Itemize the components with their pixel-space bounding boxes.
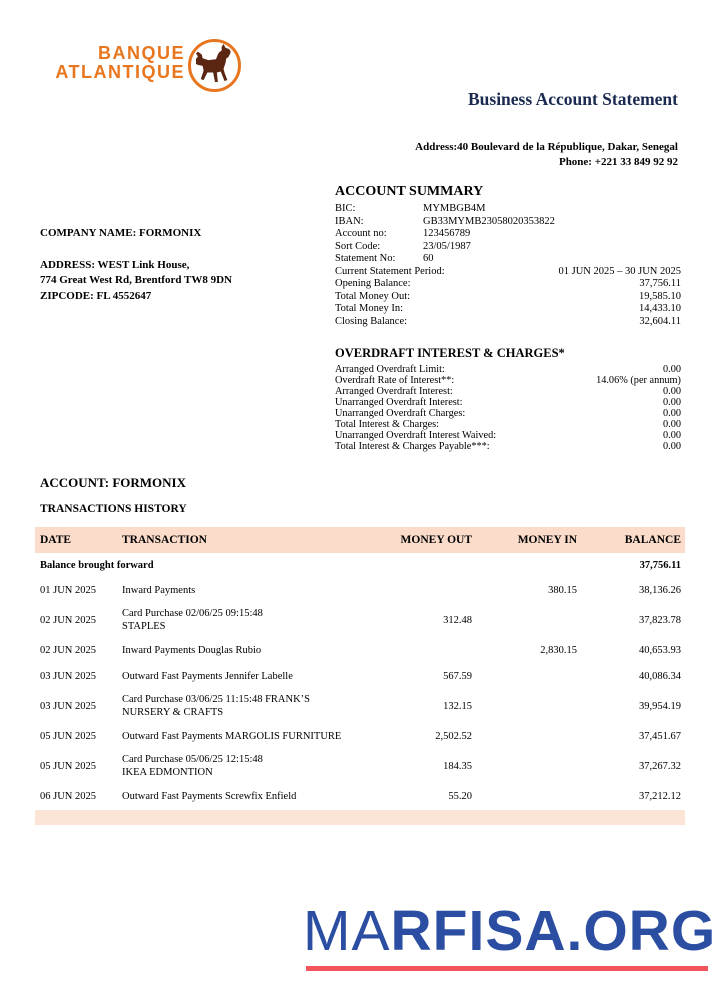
sort-code-value: 23/05/1987 <box>423 240 471 252</box>
table-footer-bar <box>35 810 685 825</box>
transaction-row: 01 JUN 2025 Inward Payments 380.15 38,136.26 <box>40 584 681 596</box>
statement-period-value: 01 JUN 2025 – 30 JUN 2025 <box>558 265 681 277</box>
summary-row-opening-balance: Opening Balance: 37,756.11 <box>335 278 681 289</box>
iban-value: GB33MYMB23058020353822 <box>423 215 555 227</box>
account-summary-section <box>335 184 681 328</box>
account-name-heading: ACCOUNT: FORMONIX <box>40 475 186 490</box>
summary-row-bic: BIC: MYMBGB4M <box>335 203 486 214</box>
transactions-table <box>35 527 685 825</box>
overdraft-row: Unarranged Overdraft Interest Waived: 0.00 <box>335 430 681 441</box>
bank-logo <box>33 44 185 82</box>
overdraft-row: Total Interest & Charges Payable***: 0.00 <box>335 441 681 452</box>
overdraft-row: Total Interest & Charges: 0.00 <box>335 419 681 430</box>
summary-row-total-money-out: Total Money Out: 19,585.10 <box>335 290 681 302</box>
summary-row-statement-period: Current Statement Period: 01 JUN 2025 – 30 JUN 2025 <box>335 265 681 277</box>
bank-address: Address:40 Boulevard de la République, Dakar, Senegal <box>415 141 678 153</box>
balance-brought-forward-row <box>35 553 685 577</box>
account-no-value: 123456789 <box>423 228 471 239</box>
overdraft-row: Overdraft Rate of Interest**: 14.06% (per annum) <box>335 375 681 386</box>
overdraft-row: Arranged Overdraft Limit: 0.00 <box>335 364 681 375</box>
company-address-line1: ADDRESS: WEST Link House, <box>40 258 190 271</box>
account-summary-heading: ACCOUNT SUMMARY <box>335 184 484 199</box>
company-name: COMPANY NAME: FORMONIX <box>40 227 202 239</box>
transactions-table-header <box>35 527 685 553</box>
overdraft-heading: OVERDRAFT INTEREST & CHARGES* <box>335 346 565 360</box>
bank-logo-emblem <box>188 39 241 92</box>
total-money-in-value: 14,433.10 <box>639 303 681 314</box>
summary-row-account-no: Account no: 123456789 <box>335 228 471 239</box>
bic-value: MYMBGB4M <box>423 203 486 214</box>
transactions-history-heading: TRANSACTIONS HISTORY <box>40 503 187 515</box>
col-header-money-in: MONEY IN <box>517 534 577 546</box>
col-header-date: DATE <box>40 534 72 546</box>
marfisa-logo-bold: RFISA.ORG <box>390 899 717 963</box>
overdraft-section <box>335 346 681 452</box>
brought-forward-balance: 37,756.11 <box>639 559 681 571</box>
horse-icon-path <box>196 44 231 82</box>
col-header-money-out: MONEY OUT <box>400 534 472 546</box>
transaction-row: 05 JUN 2025 Card Purchase 05/06/25 12:15:48 IKEA EDMONTION 184.35 37,267.32 <box>40 754 681 778</box>
transaction-row: 02 JUN 2025 Inward Payments Douglas Rubio 2,830.15 40,653.93 <box>40 644 681 656</box>
closing-balance-value: 32,604.11 <box>639 315 681 327</box>
opening-balance-value: 37,756.11 <box>639 278 681 289</box>
overdraft-row: Unarranged Overdraft Charges: 0.00 <box>335 408 681 419</box>
marfisa-logo-underline <box>306 966 708 971</box>
total-money-out-value: 19,585.10 <box>639 290 681 302</box>
summary-row-iban: IBAN: GB33MYMB23058020353822 <box>335 215 555 227</box>
transaction-row: 05 JUN 2025 Outward Fast Payments MARGOLIS FURNITURE 2,502.52 37,451.67 <box>40 730 681 742</box>
transaction-row: 03 JUN 2025 Card Purchase 03/06/25 11:15:48 FRANK’S NURSERY & CRAFTS 132.15 39,954.19 <box>40 694 681 718</box>
col-header-balance: BALANCE <box>624 534 681 546</box>
marfisa-logo <box>303 901 716 961</box>
bank-logo-line1: BANQUE <box>97 43 185 63</box>
marfisa-logo-light: MA <box>303 899 391 963</box>
page-title: Business Account Statement <box>467 89 678 109</box>
bank-contact-block <box>415 140 678 170</box>
col-header-transaction: TRANSACTION <box>122 534 207 546</box>
overdraft-row: Unarranged Overdraft Interest: 0.00 <box>335 397 681 408</box>
summary-row-total-money-in: Total Money In: 14,433.10 <box>335 303 681 314</box>
company-address-line2: 774 Great West Rd, Brentford TW8 9DN <box>40 274 232 286</box>
overdraft-row: Arranged Overdraft Interest: 0.00 <box>335 386 681 397</box>
transaction-row: 03 JUN 2025 Outward Fast Payments Jennifer Labelle 567.59 40,086.34 <box>40 670 681 682</box>
transaction-row: 06 JUN 2025 Outward Fast Payments Screwfix Enfield 55.20 37,212.12 <box>40 790 681 802</box>
summary-row-closing-balance: Closing Balance: 32,604.11 <box>335 315 681 327</box>
company-block <box>40 226 330 304</box>
transaction-row: 02 JUN 2025 Card Purchase 02/06/25 09:15:48 STAPLES 312.48 37,823.78 <box>40 608 681 632</box>
bank-logo-line2: ATLANTIQUE <box>55 62 185 82</box>
statement-no-value: 60 <box>423 253 434 264</box>
company-zipcode: ZIPCODE: FL 4552647 <box>40 289 152 302</box>
brought-forward-label: Balance brought forward <box>40 559 154 571</box>
summary-row-statement-no: Statement No: 60 <box>335 253 434 264</box>
summary-row-sort-code: Sort Code: 23/05/1987 <box>335 240 471 252</box>
horse-icon <box>196 43 234 88</box>
bank-phone: Phone: +221 33 849 92 92 <box>558 156 678 168</box>
